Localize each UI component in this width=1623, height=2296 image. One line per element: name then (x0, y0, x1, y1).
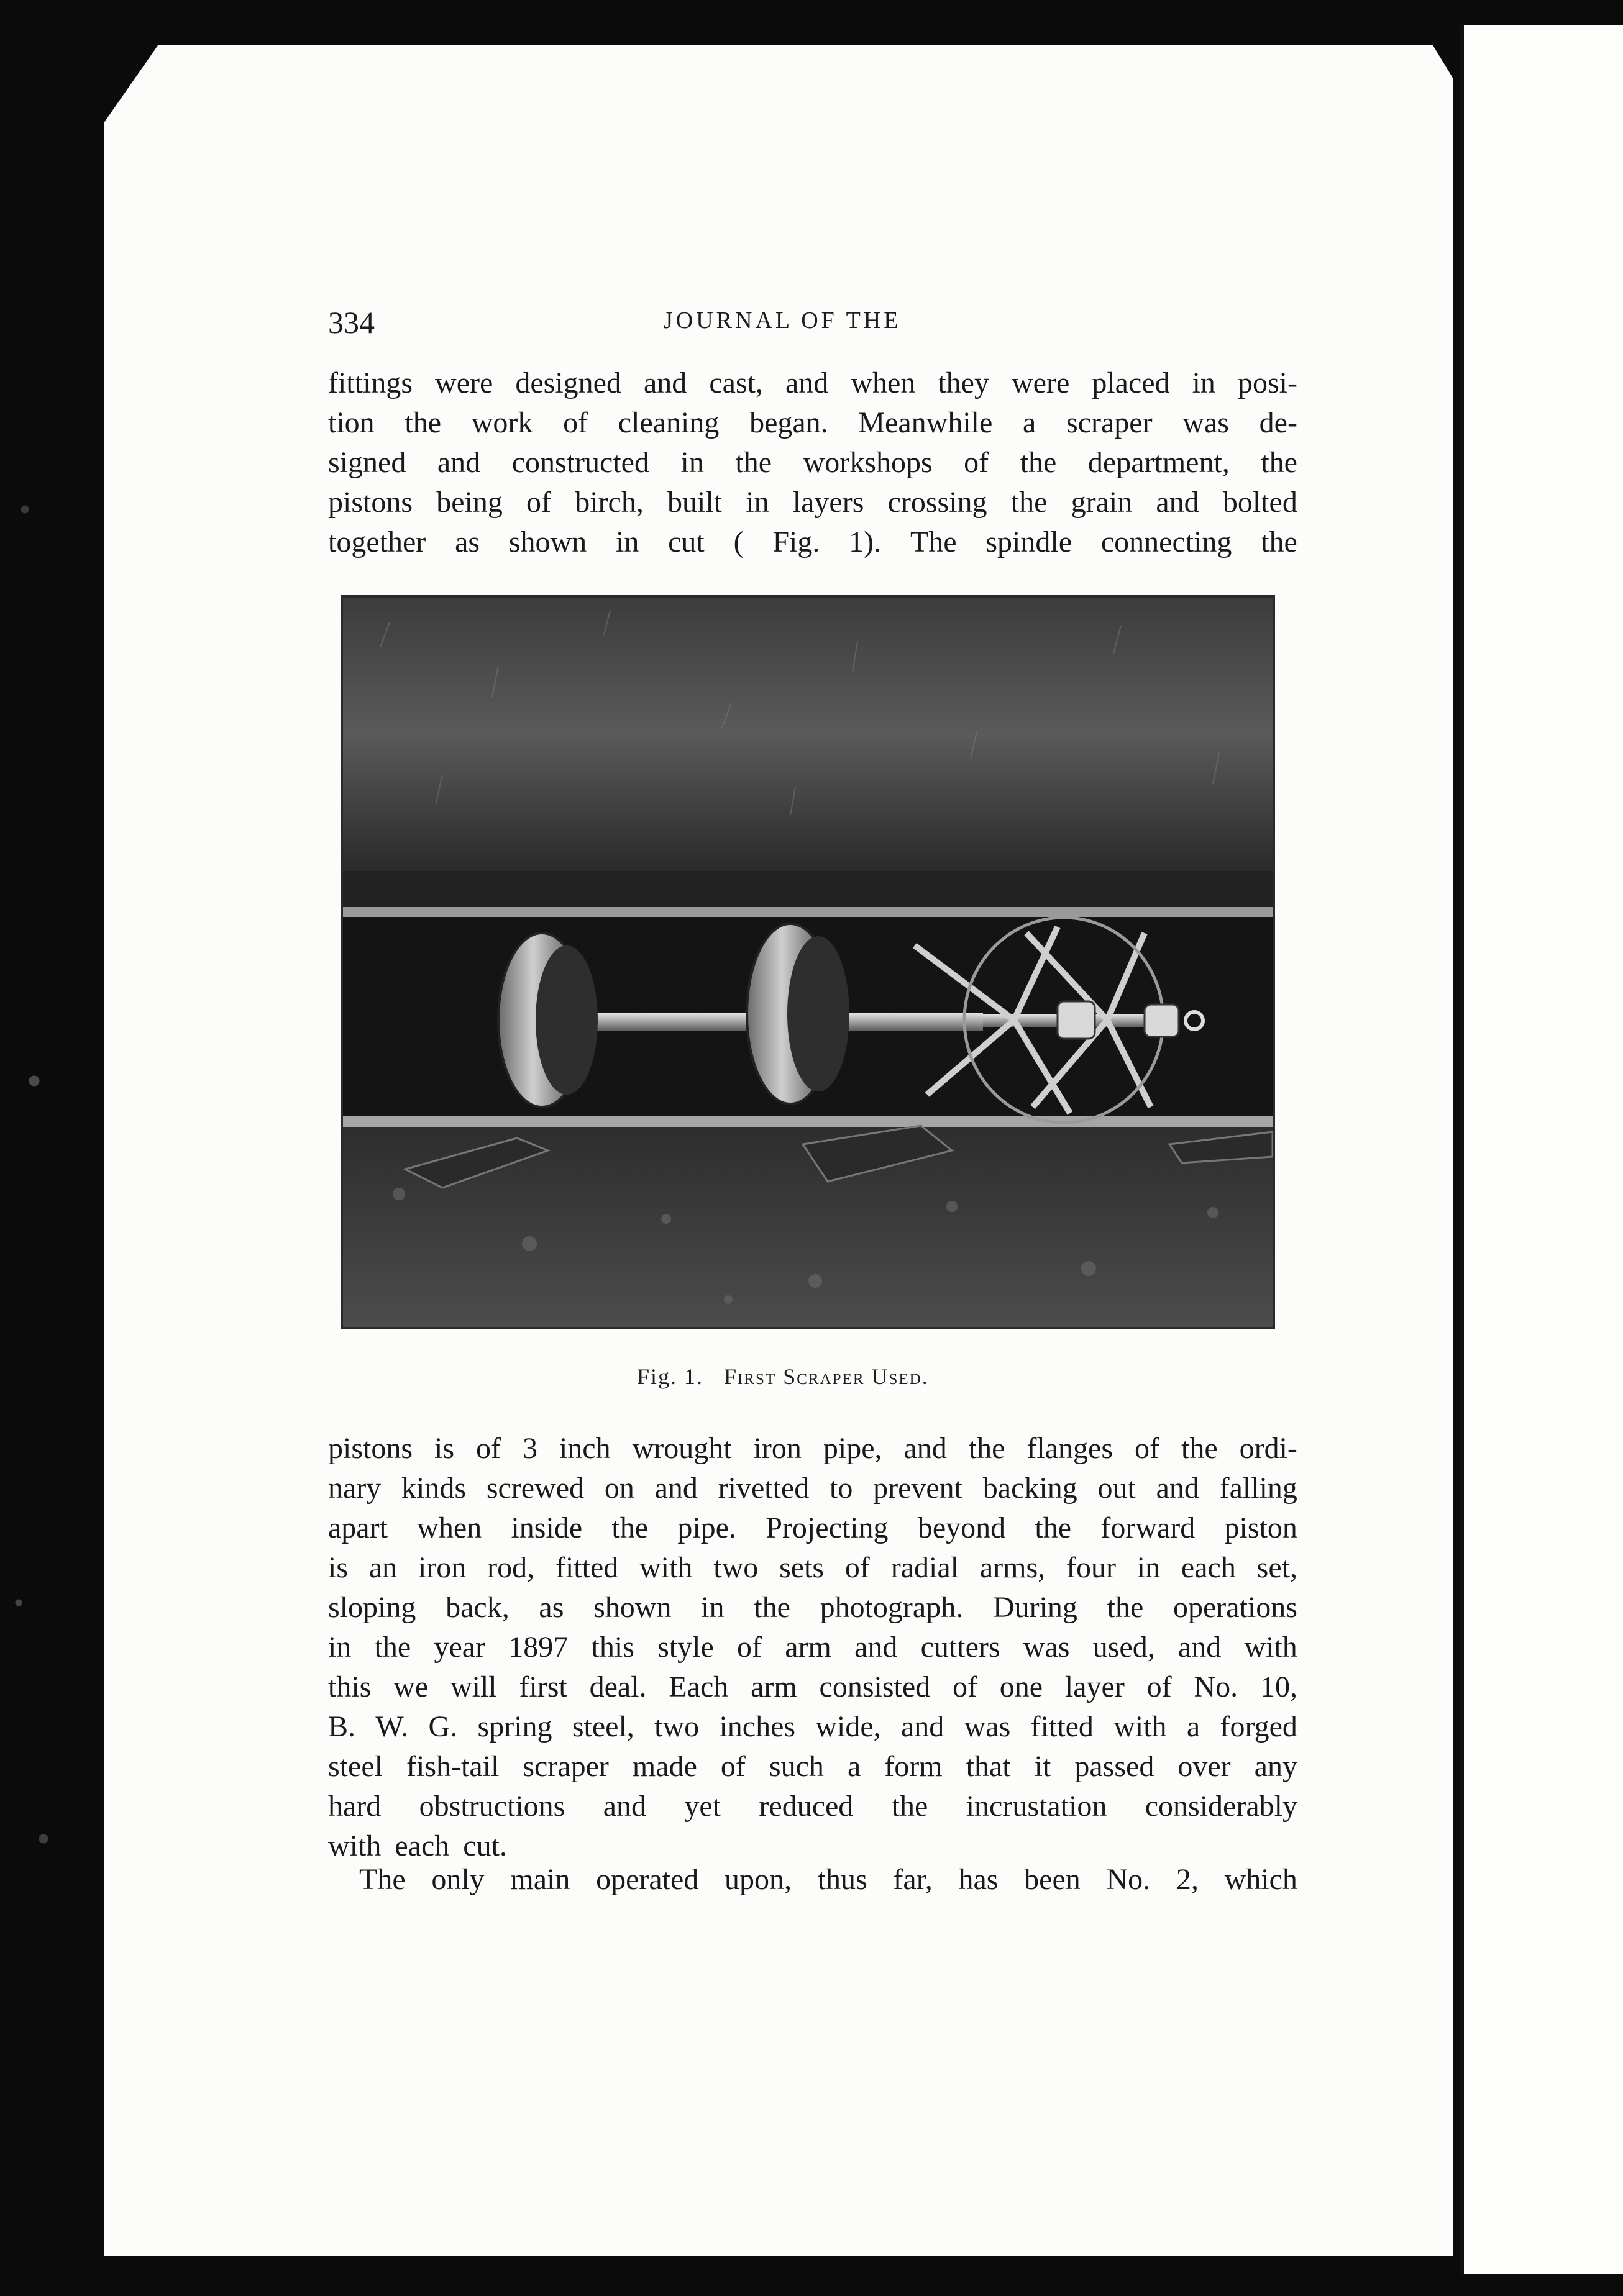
text-line: pistons is of 3 inch wrought iron pipe, and the flanges of the ordi- (328, 1432, 1297, 1465)
text-line: hard obstructions and yet reduced the incrustation considerably (328, 1790, 1297, 1823)
text-line: this we will first deal. Each arm consisted of one layer of No. 10, (328, 1670, 1297, 1703)
text-line: with each cut. (328, 1829, 507, 1862)
text-line: The only main operated upon, thus far, has been No. 2, which (359, 1863, 1297, 1896)
page-number: 334 (328, 305, 375, 340)
figure-caption-title: First Scraper Used. (724, 1364, 929, 1389)
text-line: signed and constructed in the workshops of the department, the (328, 446, 1297, 479)
text-line: together as shown in cut ( Fig. 1). The spindle connecting the (328, 526, 1297, 558)
journal-title: JOURNAL OF THE (664, 308, 902, 334)
text-line: steel fish-tail scraper made of such a form that it passed over any (328, 1750, 1297, 1783)
text-line: sloping back, as shown in the photograph. During the operations (328, 1591, 1297, 1624)
running-head (328, 304, 1285, 348)
figure-caption-label: Fig. 1. (637, 1364, 704, 1389)
facing-page-edge (1460, 25, 1623, 2274)
text-line: nary kinds screwed on and rivetted to prevent backing out and falling (328, 1472, 1297, 1505)
text-line: in the year 1897 this style of arm and cutters was used, and with (328, 1631, 1297, 1664)
figure-caption (637, 1364, 929, 1390)
text-line: apart when inside the pipe. Projecting beyond the forward piston (328, 1511, 1297, 1544)
paragraph-continuing (328, 1860, 1297, 1900)
text-line: is an iron rod, fitted with two sets of radial arms, four in each set, (328, 1551, 1297, 1584)
text-line: B. W. G. spring steel, two inches wide, and was fitted with a forged (328, 1710, 1297, 1743)
text-line: pistons being of birch, built in layers crossing the grain and bolted (328, 486, 1297, 519)
scraper-photo-illustration (343, 598, 1273, 1327)
paragraph-after-figure (328, 1429, 1297, 1866)
paragraph-before-figure (328, 363, 1297, 562)
text-line: fittings were designed and cast, and when they were placed in posi- (328, 367, 1297, 399)
figure-photograph (341, 595, 1275, 1329)
text-line: tion the work of cleaning began. Meanwhile a scraper was de- (328, 406, 1297, 439)
